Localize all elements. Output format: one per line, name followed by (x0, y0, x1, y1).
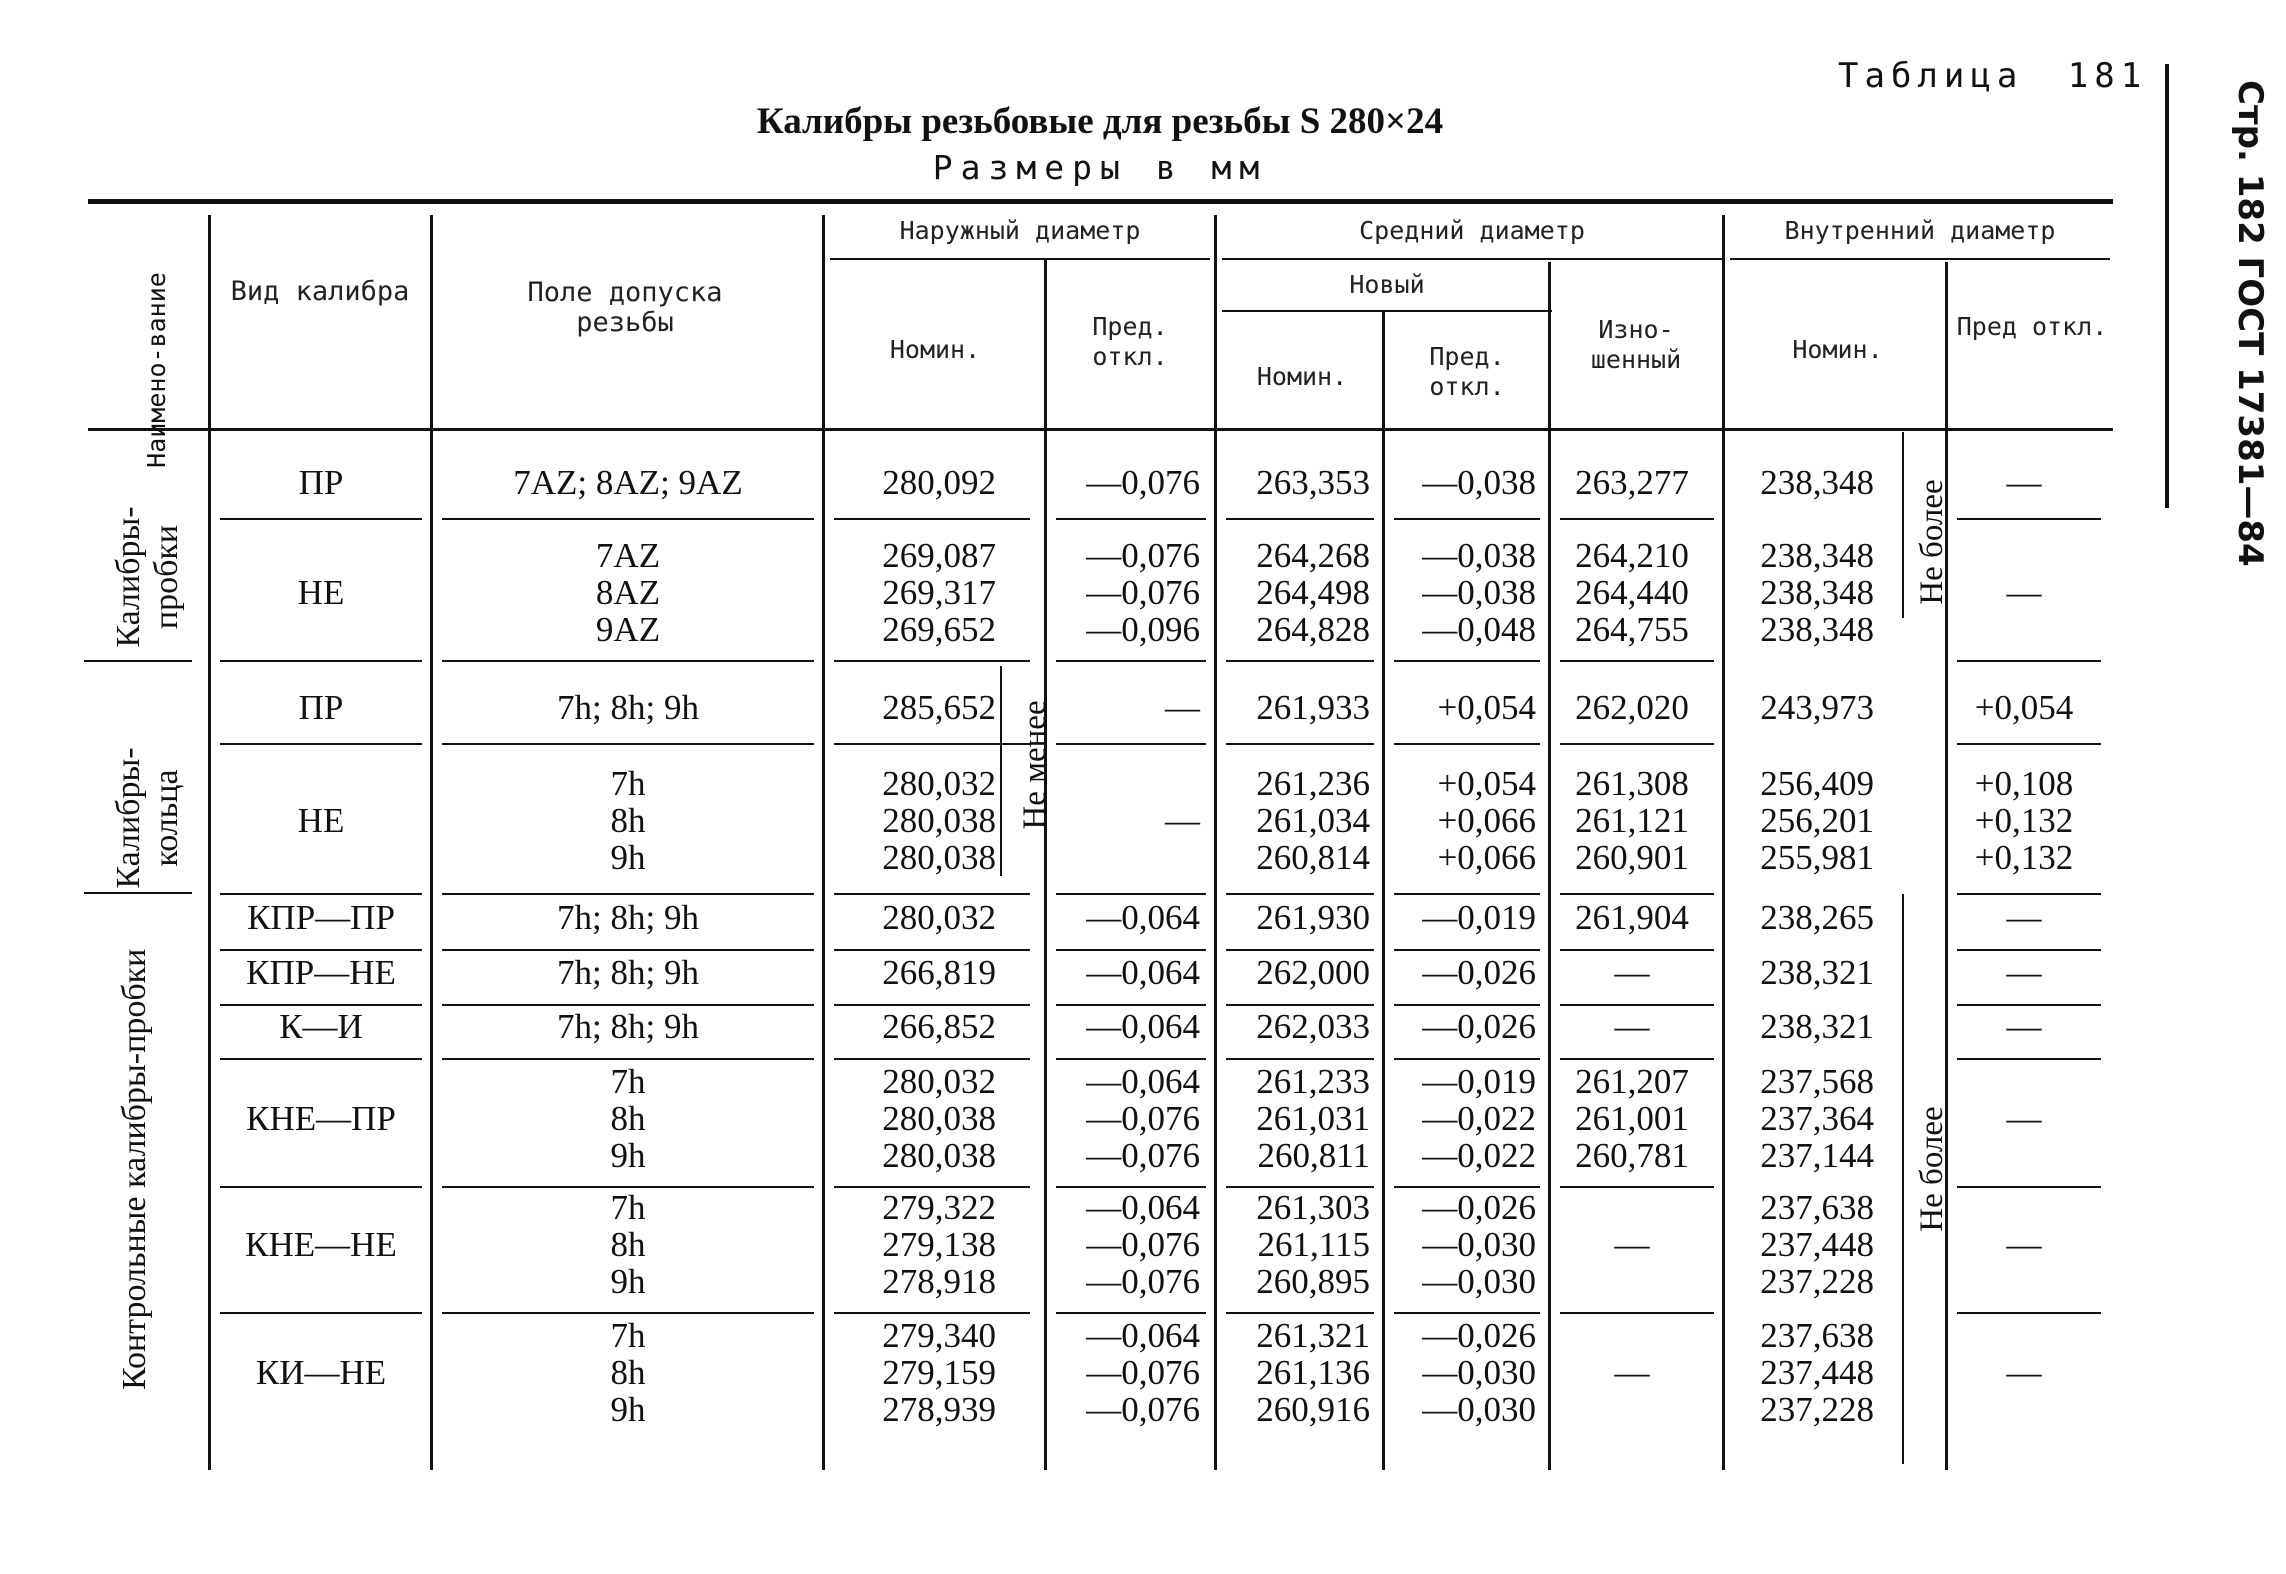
cell-kind: ПР (298, 688, 344, 727)
row-separator (220, 743, 422, 745)
header-worn: Изно-шенный (1590, 315, 1682, 374)
cell-worn: 261,904 (1575, 897, 1689, 937)
row-separator (442, 1058, 814, 1060)
row-separator (442, 1004, 814, 1006)
cell-m-dev: +0,054 +0,066 +0,066 (1437, 763, 1536, 877)
cell-m-dev: —0,026 —0,030 —0,030 (1422, 1315, 1536, 1429)
row-separator (1957, 1004, 2101, 1006)
row-separator (1056, 660, 1206, 662)
cell-o-nom: 280,032 (882, 897, 996, 937)
cell-o-nom: 280,092 (882, 463, 996, 502)
row-separator (220, 1186, 422, 1188)
row-separator (1957, 518, 2101, 520)
new-sub-rule (1222, 310, 1552, 312)
group-rings-text: Калибры-кольца (110, 747, 185, 889)
row-separator (442, 949, 814, 951)
cell-m-dev: —0,026 (1422, 1006, 1536, 1046)
header-inner: Внутренний диаметр (1784, 216, 2056, 245)
cell-field: 7h; 8h; 9h (557, 1006, 699, 1046)
row-separator (1560, 1312, 1714, 1314)
group-plugs (110, 472, 190, 682)
note-not-more-2-text: Не более (1914, 1106, 1950, 1232)
cell-m-nom: 261,933 (1256, 688, 1370, 727)
cell-m-dev: —0,019 (1422, 897, 1536, 937)
cell-worn: — (1614, 1224, 1650, 1264)
cell-field: 7h 8h 9h (610, 1061, 646, 1175)
row-separator (834, 518, 1030, 520)
row-separator (1056, 893, 1206, 895)
cell-o-dev: —0,076 (1086, 463, 1200, 502)
cell-o-dev: —0,064 —0,076 —0,076 (1086, 1187, 1200, 1301)
col-rule-8 (1722, 215, 1725, 1470)
cell-i-nom: 238,348 238,348 238,348 (1760, 535, 1874, 649)
table-label-text: Таблица (1838, 56, 2024, 96)
cell-field: 7h 8h 9h (610, 1187, 646, 1301)
table-label (1838, 56, 2147, 96)
row-separator (1560, 1186, 1714, 1188)
cell-o-nom: 279,322 279,138 278,918 (882, 1187, 996, 1301)
header-inner-dev: Пред откл. (1956, 312, 2108, 341)
note-bracket-1 (1902, 432, 1904, 618)
row-separator (1056, 1004, 1206, 1006)
note-not-less-text: Не менее (1017, 700, 1053, 830)
row-separator (220, 1058, 422, 1060)
row-separator (1394, 743, 1540, 745)
cell-o-dev: —0,064 (1086, 952, 1200, 992)
cell-i-dev: — (2006, 463, 2042, 502)
row-separator (1226, 518, 1374, 520)
col-rule-6 (1382, 312, 1385, 1470)
cell-kind: КПР—ПР (247, 897, 395, 937)
cell-m-nom: 262,000 (1256, 952, 1370, 992)
col-rule-2 (430, 215, 433, 1470)
header-bottom-rule (88, 428, 2113, 431)
row-separator (442, 743, 814, 745)
cell-kind: КПР—НЕ (246, 952, 396, 992)
row-separator (1226, 660, 1374, 662)
cell-i-nom: 238,321 (1760, 952, 1874, 992)
cell-o-nom: 269,087 269,317 269,652 (882, 535, 996, 649)
header-middle-nomin: Номин. (1256, 362, 1348, 391)
cell-i-nom: 238,321 (1760, 1006, 1874, 1046)
cell-i-nom: 238,265 (1760, 897, 1874, 937)
cell-m-dev: +0,054 (1437, 688, 1536, 727)
header-field: Поле допуска резьбы (527, 277, 723, 338)
row-separator (1226, 893, 1374, 895)
row-separator (1394, 949, 1540, 951)
cell-worn: 263,277 (1575, 463, 1689, 502)
cell-worn: — (1614, 952, 1650, 992)
header-inner-nomin: Номин. (1792, 335, 1883, 364)
note-bracket-3 (1902, 894, 1904, 1464)
cell-m-nom: 262,033 (1256, 1006, 1370, 1046)
header-name-text: Наимено-вание (142, 272, 171, 468)
cell-kind: КНЕ—НЕ (245, 1224, 397, 1264)
group-plugs-text: Калибры-пробки (110, 506, 185, 648)
cell-worn: 262,020 (1575, 688, 1689, 727)
cell-m-nom: 261,321 261,136 260,916 (1256, 1315, 1370, 1429)
group-divider-2 (84, 892, 192, 894)
cell-o-nom: 279,340 279,159 278,939 (882, 1315, 996, 1429)
cell-worn: 264,210 264,440 264,755 (1575, 535, 1689, 649)
cell-i-dev: +0,054 (1974, 688, 2074, 727)
cell-i-dev: +0,108 +0,132 +0,132 (1974, 763, 2074, 877)
row-separator (442, 518, 814, 520)
row-separator (1957, 893, 2101, 895)
cell-kind: КНЕ—ПР (246, 1098, 396, 1138)
row-separator (1056, 518, 1206, 520)
note-not-less (1013, 670, 1057, 860)
cell-m-nom: 261,303 261,115 260,895 (1256, 1187, 1370, 1301)
side-reference: Стр. 182 ГОСТ 17381—84 (2230, 80, 2270, 567)
page-title: Калибры резьбовые для резьбы S 280×24 (756, 101, 1444, 142)
col-rule-5 (1214, 215, 1217, 1470)
note-not-more-1 (1910, 452, 1954, 632)
cell-i-nom: 238,348 (1760, 463, 1874, 502)
note-not-more-2 (1910, 1079, 1954, 1259)
col-rule-3 (822, 215, 825, 1470)
row-separator (220, 518, 422, 520)
cell-o-dev: — (1165, 800, 1200, 840)
cell-o-nom: 285,652 (882, 688, 996, 727)
cell-kind: К—И (279, 1006, 363, 1046)
row-separator (1394, 1312, 1540, 1314)
cell-i-dev: — (2006, 1224, 2042, 1264)
row-separator (1957, 660, 2101, 662)
row-separator (1560, 1004, 1714, 1006)
cell-i-dev: — (2006, 1006, 2042, 1046)
header-outer-dev: Пред. откл. (1092, 312, 1168, 371)
row-separator (1056, 949, 1206, 951)
cell-kind: НЕ (297, 800, 345, 840)
cell-o-nom: 266,852 (882, 1006, 996, 1046)
row-separator (1226, 1312, 1374, 1314)
cell-i-dev: — (2006, 952, 2042, 992)
cell-o-nom: 266,819 (882, 952, 996, 992)
cell-worn: 261,308 261,121 260,901 (1575, 763, 1689, 877)
header-outer: Наружный диаметр (899, 216, 1141, 245)
col-rule-4 (1044, 260, 1047, 1470)
row-separator (1957, 1312, 2101, 1314)
row-separator (1394, 1058, 1540, 1060)
col-rule-7 (1548, 262, 1551, 1470)
cell-o-nom: 280,032 280,038 280,038 (882, 763, 996, 877)
row-separator (834, 893, 1030, 895)
cell-field: 7h 8h 9h (610, 763, 646, 877)
cell-field: 7h; 8h; 9h (557, 688, 699, 727)
group-divider-1 (84, 660, 192, 662)
cell-kind: КИ—НЕ (255, 1352, 387, 1392)
cell-worn: — (1614, 1352, 1650, 1392)
row-separator (1560, 660, 1714, 662)
row-separator (1394, 660, 1540, 662)
cell-m-nom: 261,930 (1256, 897, 1370, 937)
table-number: 181 (2067, 56, 2148, 96)
row-separator (220, 1004, 422, 1006)
row-separator (834, 1312, 1030, 1314)
col-rule-9 (1945, 262, 1948, 1470)
cell-field: 7h; 8h; 9h (557, 952, 699, 992)
row-separator (834, 660, 1030, 662)
row-separator (1957, 1058, 2101, 1060)
row-separator (220, 1312, 422, 1314)
cell-i-dev: — (2006, 897, 2042, 937)
row-separator (1957, 949, 2101, 951)
row-separator (220, 660, 422, 662)
cell-o-dev: —0,064 (1086, 897, 1200, 937)
row-separator (1226, 1004, 1374, 1006)
cell-i-nom: 243,973 (1760, 688, 1874, 727)
cell-kind: НЕ (297, 572, 345, 612)
cell-m-dev: —0,038 (1422, 463, 1536, 502)
row-separator (834, 1004, 1030, 1006)
cell-i-nom: 237,638 237,448 237,228 (1760, 1187, 1874, 1301)
cell-m-nom: 264,268 264,498 264,828 (1256, 535, 1370, 649)
row-separator (1226, 743, 1374, 745)
cell-kind: ПР (298, 463, 344, 502)
cell-i-nom: 237,638 237,448 237,228 (1760, 1315, 1874, 1429)
cell-o-dev: —0,064 (1086, 1006, 1200, 1046)
table-top-rule (88, 199, 2113, 204)
row-separator (1560, 743, 1714, 745)
row-separator (1957, 743, 2101, 745)
row-separator (1056, 743, 1206, 745)
row-separator (220, 893, 422, 895)
row-separator (442, 660, 814, 662)
row-separator (834, 949, 1030, 951)
cell-m-nom: 261,233 261,031 260,811 (1256, 1061, 1370, 1175)
row-separator (220, 949, 422, 951)
row-separator (1056, 1058, 1206, 1060)
cell-i-nom: 237,568 237,364 237,144 (1760, 1061, 1874, 1175)
row-separator (834, 1058, 1030, 1060)
row-separator (1226, 949, 1374, 951)
cell-m-dev: —0,026 —0,030 —0,030 (1422, 1187, 1536, 1301)
cell-field: 7h; 8h; 9h (557, 897, 699, 937)
inner-sub-rule (1730, 258, 2110, 260)
cell-m-dev: —0,026 (1422, 952, 1536, 992)
row-separator (1394, 893, 1540, 895)
cell-m-nom: 263,353 (1256, 463, 1370, 502)
header-name (140, 260, 220, 480)
group-control (110, 948, 160, 1390)
cell-m-dev: —0,038 —0,038 —0,048 (1422, 535, 1536, 649)
cell-i-dev: — (2006, 572, 2042, 612)
middle-sub-rule (1222, 258, 1722, 260)
header-kind: Вид калибра (230, 276, 410, 307)
row-separator (1560, 893, 1714, 895)
cell-i-dev: — (2006, 1352, 2042, 1392)
row-separator (442, 1312, 814, 1314)
cell-i-nom: 256,409 256,201 255,981 (1760, 763, 1874, 877)
group-control-text: Контрольные калибры-пробки (116, 948, 153, 1390)
header-outer-nomin: Номин. (889, 335, 981, 364)
cell-o-dev: —0,064 —0,076 —0,076 (1086, 1061, 1200, 1175)
cell-field: 7AZ 8AZ 9AZ (595, 535, 661, 649)
row-separator (1560, 1058, 1714, 1060)
cell-o-dev: — (1165, 688, 1200, 727)
cell-field: 7AZ; 8AZ; 9AZ (513, 463, 743, 502)
row-separator (1957, 1186, 2101, 1188)
cell-m-nom: 261,236 261,034 260,814 (1256, 763, 1370, 877)
row-separator (1394, 518, 1540, 520)
cell-o-dev: —0,076 —0,076 —0,096 (1086, 535, 1200, 649)
cell-i-dev: — (2006, 1098, 2042, 1138)
row-separator (1394, 1004, 1540, 1006)
side-reference-rule (2165, 64, 2169, 508)
cell-worn: 261,207 261,001 260,781 (1575, 1061, 1689, 1175)
row-separator (1056, 1312, 1206, 1314)
page-subtitle: Размеры в мм (932, 148, 1268, 187)
cell-o-nom: 280,032 280,038 280,038 (882, 1061, 996, 1175)
header-new: Новый (1349, 270, 1425, 299)
cell-field: 7h 8h 9h (610, 1315, 646, 1429)
outer-sub-rule (830, 258, 1210, 260)
row-separator (442, 893, 814, 895)
row-separator (1226, 1058, 1374, 1060)
cell-m-dev: —0,019 —0,022 —0,022 (1422, 1061, 1536, 1175)
row-separator (1560, 949, 1714, 951)
note-not-more-1-text: Не более (1914, 479, 1950, 605)
cell-worn: — (1614, 1006, 1650, 1046)
header-middle: Средний диаметр (1359, 216, 1585, 245)
header-middle-dev: Пред. откл. (1429, 342, 1505, 401)
row-separator (1560, 518, 1714, 520)
cell-o-dev: —0,064 —0,076 —0,076 (1086, 1315, 1200, 1429)
note-bracket-2 (1000, 666, 1002, 876)
